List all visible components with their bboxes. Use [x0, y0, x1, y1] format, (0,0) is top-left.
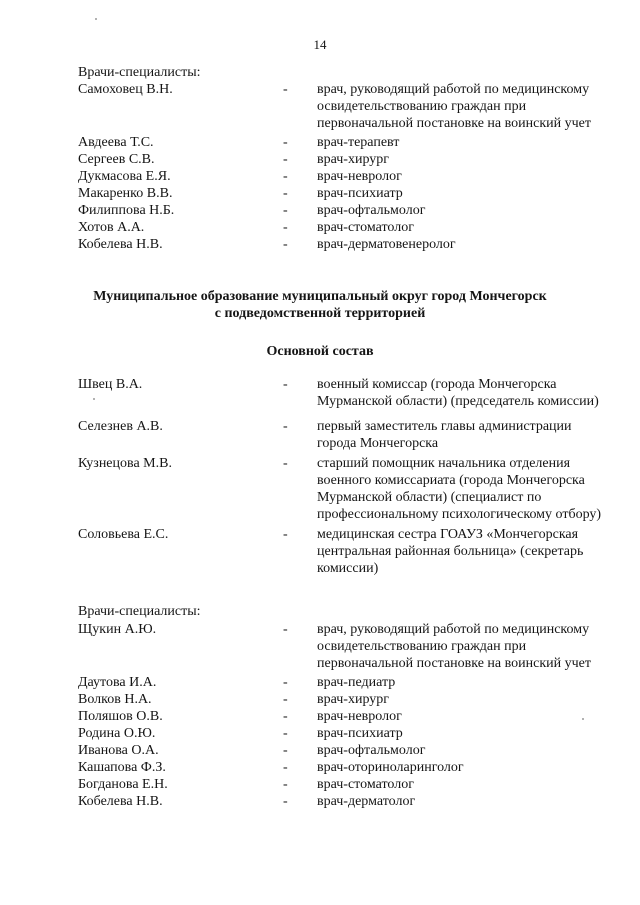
- separator-dash: -: [283, 777, 288, 792]
- list-item: [0, 708, 640, 725]
- specialists-subheading-2: Врачи-специалисты:: [78, 604, 201, 619]
- section-title-line-2: с подведомственной территорией: [214, 306, 426, 321]
- member-role: врач-дерматовенеролог: [317, 237, 456, 252]
- separator-dash: -: [283, 726, 288, 741]
- member-name: Богданова Е.Н.: [78, 777, 168, 792]
- scan-speck: [93, 398, 95, 400]
- member-role: первый заместитель главы администрации города Мончегорска: [317, 419, 572, 451]
- specialists-subheading: Врачи-специалисты:: [78, 65, 201, 80]
- separator-dash: -: [283, 152, 288, 167]
- member-name: Селезнев А.В.: [78, 419, 163, 434]
- member-role: старший помощник начальника отделения военного комиссариата (города Мончегорска Мурманской области) (специалист по профессиональному психологическому отбору): [317, 456, 602, 522]
- member-role: врач-оториноларинголог: [317, 760, 464, 775]
- member-name: Сергеев С.В.: [78, 152, 155, 167]
- scan-speck: [582, 718, 584, 720]
- member-role: врач-невролог: [317, 709, 402, 724]
- list-item: [0, 793, 640, 810]
- page-number: 14: [313, 37, 327, 52]
- list-item: [0, 81, 640, 132]
- list-item: [0, 151, 640, 168]
- separator-dash: -: [283, 237, 288, 252]
- member-role: врач, руководящий работой по медицинскому освидетельствованию граждан при первоначальной постановке на воинский учет: [317, 622, 592, 671]
- separator-dash: -: [283, 186, 288, 201]
- specialist-list-1: [0, 81, 640, 253]
- main-composition-list: [0, 376, 640, 577]
- member-role: врач-терапевт: [317, 135, 400, 150]
- list-item: [0, 134, 640, 151]
- member-role: врач-психиатр: [317, 726, 403, 741]
- separator-dash: -: [283, 675, 288, 690]
- member-role: врач-стоматолог: [317, 777, 414, 792]
- member-name: Волков Н.А.: [78, 692, 152, 707]
- list-item: [0, 691, 640, 708]
- list-item: [0, 219, 640, 236]
- list-item: [0, 418, 640, 452]
- member-name: Соловьева Е.С.: [78, 527, 169, 542]
- member-name: Иванова О.А.: [78, 743, 159, 758]
- list-item: [0, 185, 640, 202]
- separator-dash: -: [283, 743, 288, 758]
- separator-dash: -: [283, 82, 288, 97]
- separator-dash: -: [283, 692, 288, 707]
- member-role: врач-офтальмолог: [317, 203, 426, 218]
- member-role: врач, руководящий работой по медицинскому освидетельствованию граждан при первоначальной постановке на воинский учет: [317, 82, 592, 131]
- member-name: Родина О.Ю.: [78, 726, 156, 741]
- list-item: [0, 526, 640, 577]
- list-item: [0, 621, 640, 672]
- separator-dash: -: [283, 203, 288, 218]
- member-role: военный комиссар (города Мончегорска Мурманской области) (председатель комиссии): [317, 377, 599, 409]
- list-item: [0, 202, 640, 219]
- separator-dash: -: [283, 760, 288, 775]
- separator-dash: -: [283, 135, 288, 150]
- member-name: Дукмасова Е.Я.: [78, 169, 171, 184]
- member-role: врач-хирург: [317, 692, 390, 707]
- member-role: врач-психиатр: [317, 186, 403, 201]
- member-role: врач-педиатр: [317, 675, 396, 690]
- separator-dash: -: [283, 220, 288, 235]
- member-role: медицинская сестра ГОАУЗ «Мончегорская центральная районная больница» (секретарь комиссии): [317, 527, 584, 576]
- member-name: Швец В.А.: [78, 377, 143, 392]
- separator-dash: -: [283, 794, 288, 809]
- member-role: врач-стоматолог: [317, 220, 414, 235]
- section-subtitle: Основной состав: [266, 344, 374, 359]
- member-role: врач-хирург: [317, 152, 390, 167]
- list-item: [0, 776, 640, 793]
- member-name: Макаренко В.В.: [78, 186, 173, 201]
- separator-dash: -: [283, 622, 288, 637]
- member-name: Щукин А.Ю.: [78, 622, 157, 637]
- separator-dash: -: [283, 419, 288, 434]
- list-item: [0, 168, 640, 185]
- member-name: Хотов А.А.: [78, 220, 145, 235]
- list-item: [0, 376, 640, 410]
- separator-dash: -: [283, 169, 288, 184]
- separator-dash: -: [283, 527, 288, 542]
- member-role: врач-дерматолог: [317, 794, 416, 809]
- member-name: Самоховец В.Н.: [78, 82, 173, 97]
- list-item: [0, 725, 640, 742]
- separator-dash: -: [283, 709, 288, 724]
- member-name: Авдеева Т.С.: [78, 135, 154, 150]
- specialist-list-2: [0, 621, 640, 810]
- list-item: [0, 759, 640, 776]
- list-item: [0, 236, 640, 253]
- section-title-line-1: Муниципальное образование муниципальный округ город Мончегорск: [93, 289, 547, 304]
- member-name: Кузнецова М.В.: [78, 456, 172, 471]
- member-role: врач-офтальмолог: [317, 743, 426, 758]
- member-name: Кобелева Н.В.: [78, 794, 163, 809]
- member-name: Филиппова Н.Б.: [78, 203, 175, 218]
- scan-speck: [95, 18, 97, 20]
- member-name: Кобелева Н.В.: [78, 237, 163, 252]
- list-item: [0, 742, 640, 759]
- member-name: Кашапова Ф.З.: [78, 760, 166, 775]
- separator-dash: -: [283, 377, 288, 392]
- member-role: врач-невролог: [317, 169, 402, 184]
- member-name: Даутова И.А.: [78, 675, 157, 690]
- separator-dash: -: [283, 456, 288, 471]
- list-item: [0, 455, 640, 523]
- list-item: [0, 674, 640, 691]
- member-name: Поляшов О.В.: [78, 709, 163, 724]
